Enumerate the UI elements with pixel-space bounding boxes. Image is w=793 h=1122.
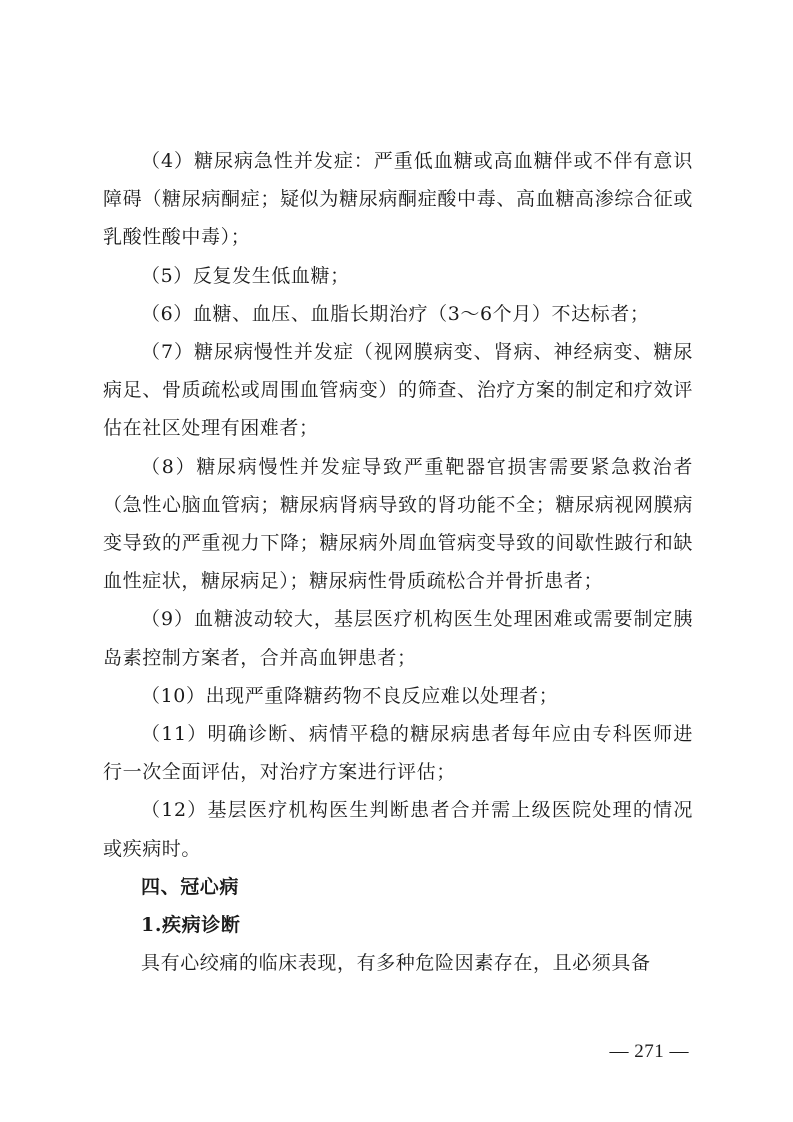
final-paragraph: 具有心绞痛的临床表现，有多种危险因素存在，且必须具备 <box>141 952 651 975</box>
paragraph-item-5: （5）反复发生低血糖； <box>141 264 350 287</box>
paragraph-item-12: （12）基层医疗机构医生判断患者合并需上级医院处理的情况或疾病时。 <box>103 799 693 860</box>
paragraph-item-10: （10）出现严重降糖药物不良反应难以处理者； <box>141 684 559 707</box>
paragraph-item-9: （9）血糖波动较大，基层医疗机构医生处理困难或需要制定胰岛素控制方案者，合并高血钾患者； <box>103 608 693 669</box>
section-heading: 四、冠心病 <box>141 875 240 898</box>
page-content <box>103 142 693 982</box>
page-number: — 271 — <box>609 1041 689 1062</box>
paragraph-item-7: （7）糖尿病慢性并发症（视网膜病变、肾病、神经病变、糖尿病足、骨质疏松或周围血管病变）的筛查、治疗方案的制定和疗效评估在社区处理有困难者； <box>103 341 693 440</box>
paragraph-item-4: （4）糖尿病急性并发症：严重低血糖或高血糖伴或不伴有意识障碍（糖尿病酮症；疑似为糖尿病酮症酸中毒、高血糖高渗综合征或乳酸性酸中毒）； <box>103 150 693 249</box>
subsection-heading: 1.疾病诊断 <box>141 914 241 937</box>
paragraph-item-6: （6）血糖、血压、血脂长期治疗（3～6个月）不达标者； <box>141 302 650 325</box>
paragraph-item-11: （11）明确诊断、病情平稳的糖尿病患者每年应由专科医师进行一次全面评估，对治疗方案进行评估； <box>103 723 693 784</box>
paragraph-item-8: （8）糖尿病慢性并发症导致严重靶器官损害需要紧急救治者（急性心脑血管病；糖尿病肾病导致的肾功能不全；糖尿病视网膜病变导致的严重视力下降；糖尿病外周血管病变导致的间歇性跛行和缺血性症状，糖尿病足）；糖尿病性骨质疏松合并骨折患者； <box>103 455 693 593</box>
